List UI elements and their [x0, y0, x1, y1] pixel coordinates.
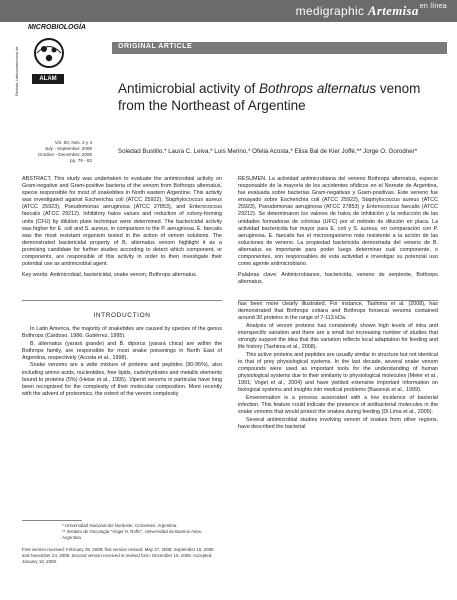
title-after: venom from the Northeast of Argentine: [118, 81, 421, 113]
paragraph: has been more clearly illustrated. For instance, Tashima et al. (2008), has demonstrated that Bothrops cotiara and Bothrops fonsecai venoms contained around 30 proteins in the range of 7-113 kDa.: [238, 301, 438, 322]
keywords-english: Key words: Antimicrobial, bactericidal, snake venom, Bothrops alternatus.: [22, 272, 198, 278]
brand-suffix: en línea: [419, 3, 447, 10]
logo-badge: ALAM: [32, 74, 64, 84]
journal-info-line: pp. 79 - 82: [70, 158, 92, 163]
paragraph: Several antimicrobial studies involving venom of snakes from other regions, have described the bacterial: [238, 416, 438, 430]
article-title: [118, 80, 448, 114]
paragraph: Envenomation is a process associated with a low incidence of bacterial infection. This feature could indicate the presence of antibacterial molecules in the snake venoms that would protect the snakes during feeding (Di Lima et al., 2005).: [238, 394, 438, 415]
brand-logo[interactable]: [296, 3, 447, 19]
brand-accent: Artemisa: [367, 3, 419, 18]
abstract-english: ABSTRACT. This study was undertaken to evaluate the antimicrobial activity on Gram-negative and Gram-positive bacteria of the venom from Bothrops alternatus, specie responsible for most of snakebites in North eastern Argentine. This activity was investigated against Escherichia coli (ATCC 25922), Staphylococcus aureus (ATCC 25923), Pseudomonas aeruginosa (ATCC 27853), and Enterococcus faecalis (ATCC 29212). Inhibitory halos values and reduction of colony-forming units (CFU) by dilution plate technique were determined. The bactericidal activity was higher for E. coli and S. aureus, in comparison to the P. aeruginosa. E. faecalis was the most resistant organism tested in the action of venom solutions. The demonstrated bactericidal property of B. alternatus venom highlight it as a promising candidate for further studies according to detect which component, or components, are responsible of this activity in order to then investigate their potential use as antimicrobial agent.: [22, 176, 222, 268]
journal-info-line: October - December. 2008: [37, 152, 92, 157]
keywords-spanish: Palabras clave: Antimicrobianos, bactericida, veneno de serpiente, Bothrops alternatus.: [238, 272, 438, 286]
footnote-affiliation: * Universidad Nacional del Nordeste, Corrientes, Argentina.: [62, 523, 178, 528]
footnote-rule: [22, 520, 82, 521]
title-before: Antimicrobial activity of: [118, 81, 260, 96]
paragraph: B. alternatus (yarará grande) and B. diporus (yarará chica) are within the Bothrops family, are responsible for most snake poisonings in North East of Argentina, respectively (Acosta et al., 1998).: [22, 340, 222, 361]
paragraph: In Latin America, the majority of snakebites are caused by species of the genus Bothrops (Cardoso, 1986; Gutiérrez, 1995).: [22, 326, 222, 340]
journal-info-line: July - September. 2008: [44, 146, 92, 151]
section-label: ORIGINAL ARTICLE: [118, 43, 193, 50]
top-bar: [0, 0, 457, 22]
paragraph: Analysis of venom proteins has consistently shown high levels of intra and interspecific variation and there are a small but increasing number of studies that strongly support the idea that this variation reflects local adaptation for feeding and life history (Tashima et al., 2008).: [238, 322, 438, 351]
journal-logo: [14, 24, 86, 96]
brand-main: medigraphic: [295, 4, 365, 18]
microbe-logo-icon: [32, 36, 66, 70]
section-bar: [112, 42, 447, 54]
logo-vertical-text: Revista Latinoamericana de: [14, 46, 19, 96]
authors: Soledad Bustillo,* Laura C. Leiva,* Luis Merino,* Ofelia Acosta,* Elisa Bal de Kier Joffé,** Jorge O. Gorodner*: [118, 148, 418, 155]
logo-title: MICROBIOLOGÍA: [28, 24, 86, 31]
footnote-received: First version received: February 28, 2008; first version revised: May 27, 2008; September 16, 2008 and November 24, 2008. Second version received in revised form: December 15, 2008. Accepted: January 13, 2009.: [22, 547, 214, 564]
paragraph: Snake venoms are a wide mixture of proteins and peptides (90-95%), also including amino acids, nucleotides, free lipids, carbohydrates and metallic elements bound to proteins (5%) (Heise et al., 1995). Viperid venoms in particular have long been recognized for the complexity of their molecular composition. More recently with the advent of proteomics, the extent of the venom complexity: [22, 362, 222, 397]
introduction-heading: INTRODUCTION: [93, 312, 151, 319]
paragraph: This active proteins and peptides are usually similar in structure but not identical to that of prey physiological systems. In the last decade, several snake venom compounds were used as important tools for the understanding of human physiological systems due to their similarity to physiological molecules (Meier et al., 1991; Vogel et al., 2004) and have yielded extensive important information on biological systems and insights into medical problems (Bassnuk et al., 1999).: [238, 351, 438, 394]
journal-info: [22, 140, 92, 164]
footnote-affiliation: ** Instituto de Oncología "Ángel H. Roffo", Universidad de Buenos Aires, Argentina.: [62, 529, 203, 540]
abstract-spanish: RESUMEN. La actividad antimicrobiana del veneno Bothrops alternatus, especie responsable de la mayoría de los accidentes ofídicos en el Noreste de Argentina, fue evaluada sobre bacterias Gram-negativas y Gram-positivas. Este veneno fue ensayado sobre Escherichia coli (ATCC 25922), Staphylococcus aureus (ATCC 25923), Pseudomonas aeruginosa (ATCC 27853) y Enterococcus faecalis (ATCC 29212). Se determinaron los valores de halos de inhibición y la reducción de las unidades formadoras de colonias (UFC) por el método de dilución en placa. La actividad bactericida fue mayor para E. coli y S. aureus, en comparación con P. aeruginosa. E. faecalis fue el microorganismo más resistente a la acción de las soluciones de veneno. La propiedad bactericida demostrada del veneno de B. alternatus es importante para poder luego determinar cuál componente, o componentes, son responsables de esta actividad e investigar su potencial uso como agente antimicrobiano.: [238, 176, 438, 268]
body-left-column: [22, 326, 222, 398]
section-divider: [22, 300, 222, 301]
journal-info-line: Vol. 50, Nos. 3 y 4: [54, 140, 92, 145]
footnotes: [22, 523, 222, 565]
body-right-column: [238, 301, 438, 431]
title-italic: Bothrops alternatus: [259, 81, 377, 96]
